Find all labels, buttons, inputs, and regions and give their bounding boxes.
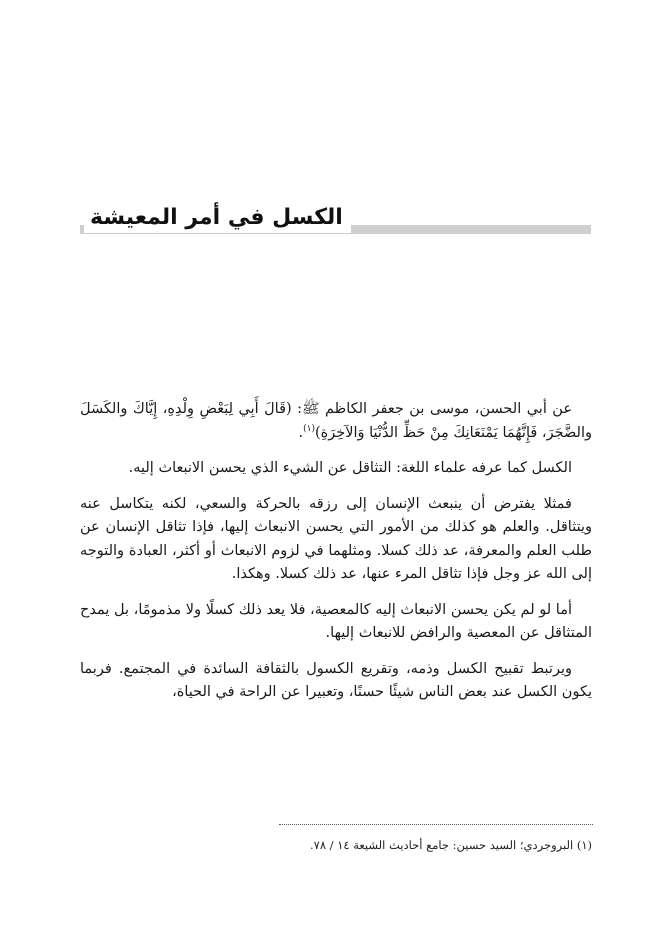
paragraph-hadith bbox=[80, 398, 592, 445]
body-text bbox=[80, 398, 592, 705]
hadith-end: . bbox=[298, 424, 304, 441]
footnote-marker: (١) bbox=[303, 423, 315, 434]
chapter-heading bbox=[80, 203, 591, 237]
paragraph-definition: الكسل كما عرفه علماء اللغة: التثاقل عن الشيء الذي يحسن الانبعاث إليه. bbox=[128, 460, 572, 476]
hadith-text: عن أبي الحسن، موسى بن جعفر الكاظم ﷺ: (قَالَ أَبِي لِبَعْضِ وِلْدِهِ، إِيَّاكَ والكَسَلَ والضَّجَرَ، فَإِنَّهُمَا يَمْنَعَانِكَ مِنْ حَظِّ الدُّنْيَا وَالآخِرَةِ) bbox=[80, 401, 592, 441]
footnote: (١) البروجردي؛ السيد حسين: جامع أحاديث الشيعة ١٤ / ٧٨. bbox=[309, 838, 592, 852]
paragraph-examples: فمثلا يفترض أن ينبعث الإنسان إلى رزقه بالحركة والسعي، لكنه يتكاسل عنه ويتثاقل. والعلم هو كذلك من الأمور التي يحسن الانبعاث إليها، فإذا تثاقل الإنسان عن طلب العلم والمعرفة، عد ذلك كسلا. ومثلهما في لزوم الانبعاث أو أكثر، العبادة والتوجه إلى الله عز وجل فإذا تثاقل المرء عنها، عد ذلك كسلا. وهكذا. bbox=[80, 495, 592, 582]
footnote-separator bbox=[279, 824, 593, 825]
paragraph-exception: أما لو لم يكن يحسن الانبعاث إليه كالمعصية، فلا يعد ذلك كسلًا ولا مذمومًا، بل يمدح المتثاقل عن المعصية والرافض للانبعاث إليها. bbox=[80, 601, 592, 641]
chapter-title: الكسل في أمر المعيشة bbox=[84, 203, 351, 233]
paragraph-culture: ويرتبط تقبيح الكسل وذمه، وتقريع الكسول بالثقافة السائدة في المجتمع. فربما يكون الكسل عند بعض الناس شيئًا حسنًا، وتعبيرا عن الراحة في الحياة، bbox=[80, 660, 592, 700]
